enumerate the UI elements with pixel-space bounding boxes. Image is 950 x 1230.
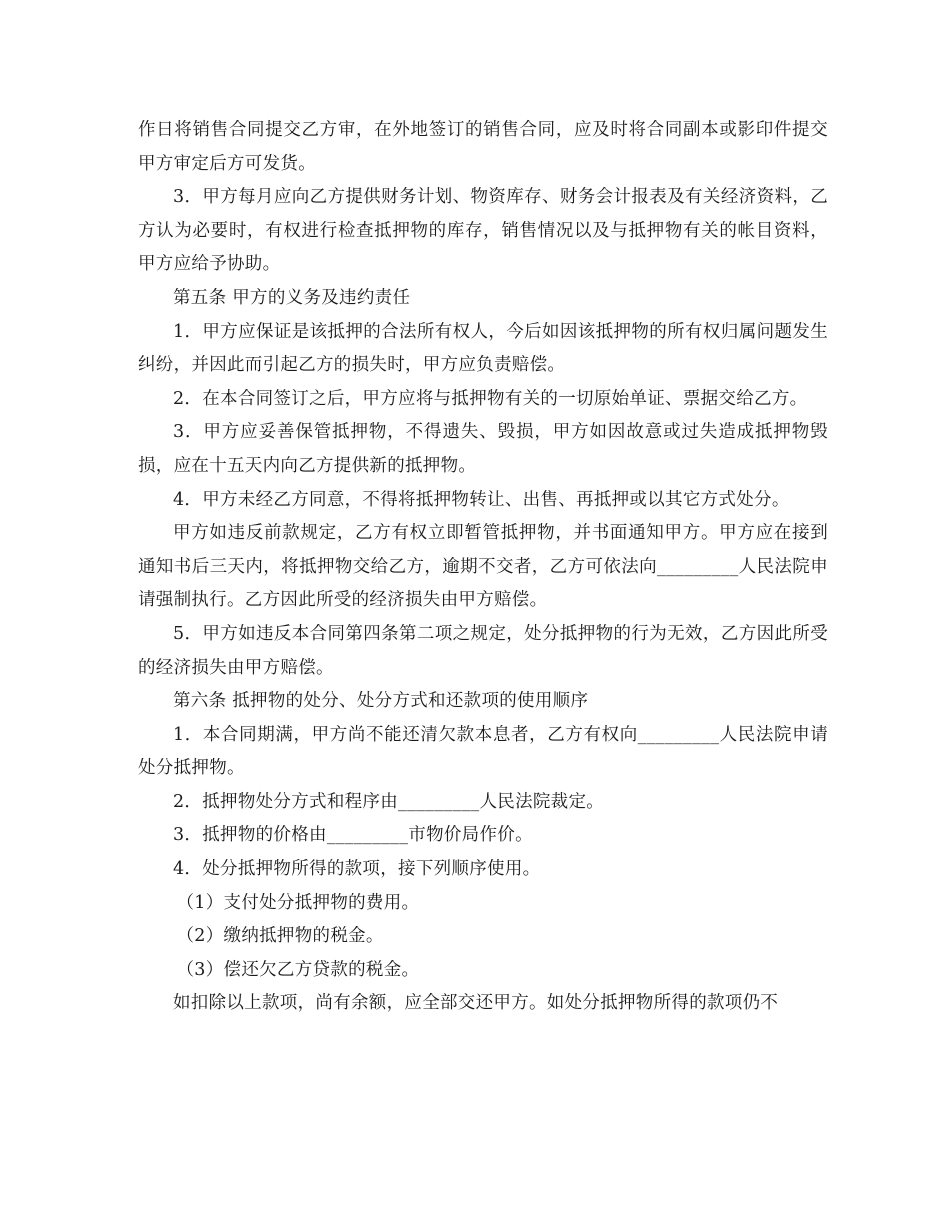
- list-item-3: （3）偿还欠乙方贷款的税金。: [176, 959, 420, 980]
- paragraph-1: 3．甲方每月应向乙方提供财务计划、物资库存、财务会计报表及有关经济资料，乙方认为必要时，有权进行检查抵押物的库存，销售情况以及与抵押物有关的帐目资料，甲方应给予协助。: [138, 187, 828, 275]
- paragraph-11: 2．抵押物处分方式和程序由_________人民法院裁定。: [173, 791, 605, 812]
- paragraph-4: 2．在本合同签订之后，甲方应将与抵押物有关的一切原始单证、票据交给乙方。: [173, 388, 808, 409]
- document-body: [138, 114, 828, 1021]
- section-heading-article-6: 第六条 抵押物的处分、处分方式和还款项的使用顺序: [173, 691, 589, 712]
- paragraph-7: 甲方如违反前款规定，乙方有权立即暂管抵押物，并书面通知甲方。甲方应在接到通知书后三天内，将抵押物交给乙方，逾期不交者，乙方可依法向_________人民法院申请强制执行。乙方因此所受的经济损失由甲方赔偿。: [138, 523, 828, 611]
- paragraph-8: 5．甲方如违反本合同第四条第二项之规定，处分抵押物的行为无效，乙方因此所受的经济损失由甲方赔偿。: [138, 623, 828, 678]
- paragraph-6: 4．甲方未经乙方同意，不得将抵押物转让、出售、再抵押或以其它方式处分。: [173, 489, 790, 510]
- paragraph-17: 如扣除以上款项，尚有余额，应全部交还甲方。如处分抵押物所得的款项仍不: [173, 993, 779, 1014]
- section-heading-article-5: 第五条 甲方的义务及违约责任: [173, 287, 411, 308]
- paragraph-10: 1．本合同期满，甲方尚不能还清欠款本息者，乙方有权向_________人民法院申请处分抵押物。: [138, 724, 828, 779]
- list-item-2: （2）缴纳抵押物的税金。: [176, 926, 384, 947]
- paragraph-13: 4．处分抵押物所得的款项，接下列顺序使用。: [173, 859, 541, 880]
- paragraph-5: 3．甲方应妥善保管抵押物，不得遗失、毁损，甲方如因故意或过失造成抵押物毁损，应在十五天内向乙方提供新的抵押物。: [138, 422, 828, 476]
- paragraph-0: 作日将销售合同提交乙方审，在外地签订的销售合同，应及时将合同副本或影印件提交甲方审定后方可发货。: [138, 120, 828, 174]
- list-item-1: （1）支付处分抵押物的费用。: [176, 892, 420, 913]
- paragraph-12: 3．抵押物的价格由_________市物价局作价。: [173, 825, 533, 846]
- paragraph-3: 1．甲方应保证是该抵押的合法所有权人，今后如因该抵押物的所有权归属问题发生纠纷，并因此而引起乙方的损失时，甲方应负责赔偿。: [138, 321, 828, 376]
